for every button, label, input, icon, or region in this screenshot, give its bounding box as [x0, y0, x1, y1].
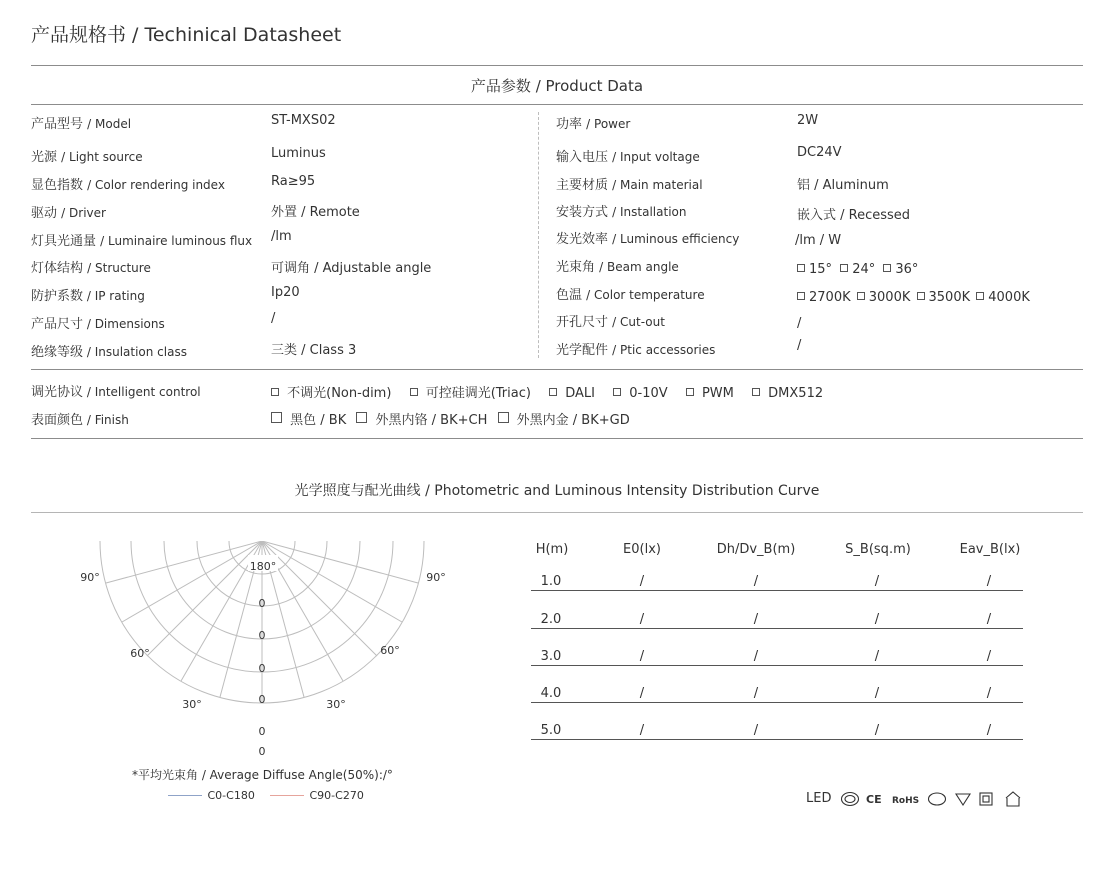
polar-ring-label: 0 — [258, 597, 266, 610]
led-mark: LED — [806, 791, 832, 806]
checkbox-icon — [752, 388, 760, 396]
beam-angle-option[interactable]: 36° — [883, 262, 918, 277]
spec-label-color-temp: 色温 / Color temperature — [556, 288, 705, 303]
spec-value-input-voltage: DC24V — [797, 145, 842, 160]
color-temp-option[interactable]: 3000K — [857, 290, 911, 305]
table-header: Eav_B(lx) — [959, 542, 1021, 557]
product-data-title: 产品参数 / Product Data — [470, 77, 644, 95]
finish-options — [271, 409, 630, 428]
spec-value-light-source: Luminus — [271, 146, 326, 161]
spec-value-ip: Ip20 — [271, 285, 300, 300]
certification-icons — [840, 790, 1025, 808]
polar-angle-180: 180° — [249, 560, 277, 573]
table-header: H(m) — [535, 542, 569, 557]
checkbox-icon — [271, 412, 282, 423]
control-option-triac[interactable]: 可控硅调光(Triac) — [410, 386, 531, 401]
polar-angle-60-right: 60° — [380, 644, 400, 657]
table-cell: / — [753, 612, 759, 627]
table-row-line — [531, 590, 1023, 591]
polar-ring-label: 0 — [258, 745, 266, 758]
double-insulation-icon — [980, 793, 992, 805]
checkbox-icon — [613, 388, 621, 396]
control-label: 调光协议 / Intelligent control — [31, 385, 201, 400]
spec-value-insulation: 三类 / Class 3 — [271, 343, 357, 358]
spec-label-accessories: 光学配件 / Ptic accessories — [556, 343, 716, 358]
beam-angle-note: *平均光束角 / Average Diffuse Angle(50%):/° — [132, 768, 393, 782]
table-header: Dh/Dv_B(m) — [716, 542, 796, 557]
table-cell: 4.0 — [540, 686, 562, 701]
checkbox-icon — [549, 388, 557, 396]
spec-label-cutout: 开孔尺寸 / Cut-out — [556, 315, 665, 330]
spec-label-structure: 灯体结构 / Structure — [31, 261, 151, 276]
spec-value-material: 铝 / Aluminum — [797, 178, 889, 193]
polar-ring-label: 0 — [258, 725, 266, 738]
spec-label-flux: 灯具光通量 / Luminaire luminous flux — [31, 234, 253, 249]
polar-spoke — [262, 541, 418, 583]
table-cell: / — [986, 574, 992, 589]
table-cell: / — [639, 723, 645, 738]
table-cell: / — [874, 649, 880, 664]
beam-angle-option[interactable]: 15° — [797, 262, 832, 277]
spec-value-cri: Ra≥95 — [271, 174, 316, 189]
table-cell: / — [753, 574, 759, 589]
table-cell: 5.0 — [540, 723, 562, 738]
divider — [31, 65, 1083, 66]
table-cell: / — [986, 686, 992, 701]
spec-value-power: 2W — [797, 113, 819, 128]
ccc-icon-inner — [845, 796, 855, 803]
page-title: 产品规格书 / Techinical Datasheet — [31, 24, 342, 46]
finish-label: 表面颜色 / Finish — [31, 413, 129, 428]
checkbox-icon — [686, 388, 694, 396]
spec-value-model: ST-MXS02 — [271, 113, 336, 128]
spec-value-driver: 外置 / Remote — [271, 205, 360, 220]
legend-line-blue — [168, 795, 202, 796]
polar-spoke — [147, 541, 262, 656]
spec-label-model: 产品型号 / Model — [31, 117, 132, 132]
table-row-line — [531, 739, 1023, 740]
beam-angle-options — [797, 262, 918, 277]
spec-value-cutout: / — [797, 316, 802, 331]
spec-label-driver: 驱动 / Driver — [31, 206, 106, 221]
spec-label-dimensions: 产品尺寸 / Dimensions — [31, 317, 165, 332]
indoor-use-icon — [1006, 792, 1020, 806]
table-cell: / — [753, 686, 759, 701]
table-cell: / — [874, 686, 880, 701]
table-header: E0(lx) — [623, 542, 661, 557]
polar-angle-30-right: 30° — [326, 698, 346, 711]
checkbox-icon — [840, 264, 848, 272]
checkbox-icon — [271, 388, 279, 396]
table-row-line — [531, 702, 1023, 703]
spec-label-power: 功率 / Power — [556, 117, 631, 132]
spec-value-efficiency: /lm / W — [795, 233, 842, 248]
color-temp-options — [797, 290, 1030, 305]
ccc-icon — [842, 793, 859, 806]
photometric-title: 光学照度与配光曲线 / Photometric and Luminous Intensity Distribution Curve — [294, 483, 820, 499]
legend-c90: C90-C270 — [270, 789, 364, 802]
table-cell: / — [753, 649, 759, 664]
spec-value-structure: 可调角 / Adjustable angle — [271, 261, 432, 276]
polar-angle-90-right: 90° — [426, 571, 446, 584]
column-divider — [538, 112, 539, 358]
table-cell: / — [986, 612, 992, 627]
spec-value-flux: /lm — [271, 229, 292, 244]
table-cell: / — [639, 612, 645, 627]
spec-label-cri: 显色指数 / Color rendering index — [31, 178, 225, 193]
table-row-line — [531, 628, 1023, 629]
checkbox-icon — [857, 292, 865, 300]
color-temp-option[interactable]: 2700K — [797, 290, 851, 305]
table-cell: 3.0 — [540, 649, 562, 664]
table-cell: 2.0 — [540, 612, 562, 627]
polar-ring-label: 0 — [258, 693, 266, 706]
divider — [31, 369, 1083, 370]
control-option-dali[interactable]: DALI — [549, 386, 595, 401]
table-cell: / — [874, 574, 880, 589]
divider — [31, 512, 1083, 513]
polar-angle-30-left: 30° — [182, 698, 202, 711]
checkbox-icon — [883, 264, 891, 272]
table-header: S_B(sq.m) — [845, 542, 911, 557]
checkbox-icon — [797, 292, 805, 300]
checkbox-icon — [356, 412, 367, 423]
table-cell: / — [639, 649, 645, 664]
spec-value-dimensions: / — [271, 311, 276, 326]
beam-angle-option[interactable]: 24° — [840, 262, 875, 277]
table-cell: / — [639, 686, 645, 701]
spec-label-efficiency: 发光效率 / Luminous efficiency — [556, 232, 740, 247]
polar-diagram — [70, 535, 460, 765]
polar-spoke — [106, 541, 262, 583]
checkbox-icon — [498, 412, 509, 423]
spec-label-ip: 防护系数 / IP rating — [31, 289, 145, 304]
checkbox-icon — [410, 388, 418, 396]
triangle-mark-icon — [956, 794, 970, 805]
rohs-mark-icon: RoHS — [892, 796, 920, 806]
spec-value-accessories: / — [797, 338, 802, 353]
polar-spoke — [262, 541, 377, 656]
finish-option-bk-gd[interactable]: 外黑内金 / BK+GD — [498, 413, 630, 428]
legend-line-red — [270, 795, 304, 796]
finish-option-bk[interactable]: 黑色 / BK — [271, 413, 346, 428]
spec-label-installation: 安装方式 / Installation — [556, 205, 687, 220]
control-option-non-dim[interactable]: 不调光(Non-dim) — [271, 386, 391, 401]
polar-ring-label: 0 — [258, 629, 266, 642]
polar-angle-90-left: 90° — [80, 571, 100, 584]
double-insulation-icon-inner — [983, 796, 989, 802]
spec-label-light-source: 光源 / Light source — [31, 150, 143, 165]
control-option-dmx512[interactable]: DMX512 — [752, 386, 823, 401]
table-row-line — [531, 665, 1023, 666]
color-temp-option[interactable]: 4000K — [976, 290, 1030, 305]
table-cell: 1.0 — [540, 574, 562, 589]
table-cell: / — [874, 612, 880, 627]
cqc-icon — [929, 793, 946, 805]
spec-label-insulation: 绝缘等级 / Insulation class — [31, 345, 187, 360]
control-option-0-10v[interactable]: 0-10V — [613, 386, 668, 401]
divider — [31, 438, 1083, 439]
control-option-pwm[interactable]: PWM — [686, 386, 734, 401]
table-cell: / — [639, 574, 645, 589]
legend-c0: C0-C180 — [168, 789, 255, 802]
spec-label-beam-angle: 光束角 / Beam angle — [556, 260, 679, 275]
ce-mark-icon: CE — [866, 793, 882, 806]
spec-label-input-voltage: 输入电压 / Input voltage — [556, 150, 700, 165]
checkbox-icon — [917, 292, 925, 300]
polar-angle-60-left: 60° — [130, 647, 150, 660]
control-options — [271, 382, 823, 401]
polar-ring-label: 0 — [258, 662, 266, 675]
divider — [31, 104, 1083, 105]
table-cell: / — [986, 723, 992, 738]
spec-value-installation: 嵌入式 / Recessed — [797, 208, 911, 223]
finish-option-bk-ch[interactable]: 外黑内铬 / BK+CH — [356, 413, 487, 428]
checkbox-icon — [797, 264, 805, 272]
table-cell: / — [753, 723, 759, 738]
table-cell: / — [986, 649, 992, 664]
color-temp-option[interactable]: 3500K — [917, 290, 971, 305]
checkbox-icon — [976, 292, 984, 300]
spec-label-material: 主要材质 / Main material — [556, 178, 703, 193]
table-cell: / — [874, 723, 880, 738]
